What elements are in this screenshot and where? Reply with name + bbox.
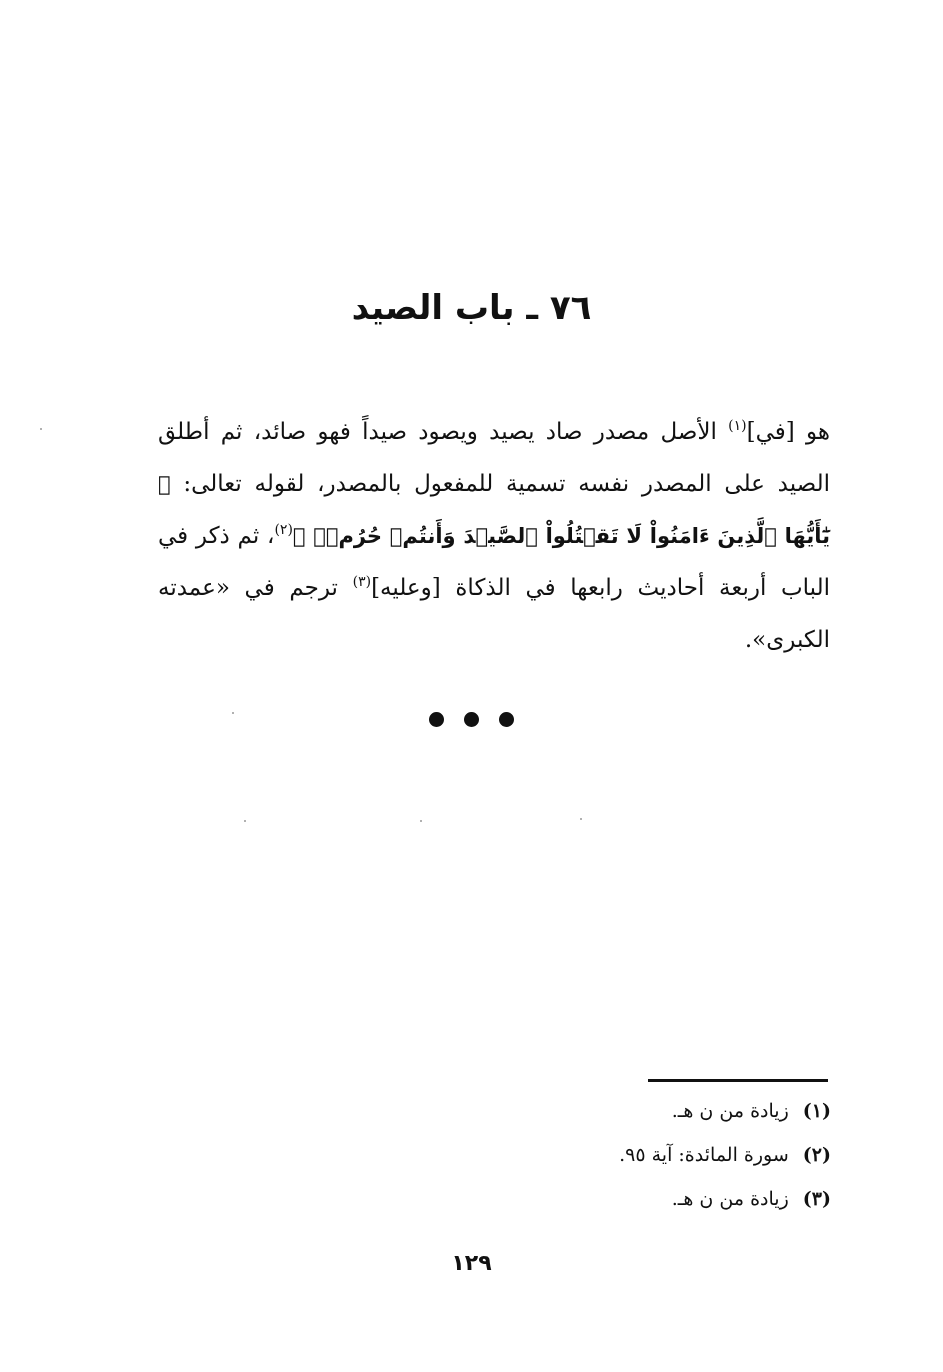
footnote-text: سورة المائدة: آية ٩٥.: [619, 1144, 789, 1166]
scan-speck: [420, 820, 422, 822]
body-text-part-3: ، ثم ذكر في الباب أربعة أحاديث رابعها في الذكاة [وعليه]: [158, 523, 830, 601]
scan-speck: [40, 428, 42, 430]
footnote-ref-1[interactable]: (١): [728, 418, 747, 434]
separator-dot-icon: [499, 712, 514, 727]
separator-dot-icon: [464, 712, 479, 727]
footnote-number: (٣): [802, 1188, 831, 1210]
footnote-item: [431, 1137, 831, 1181]
footnote-text: زيادة من ن هـ.: [671, 1100, 789, 1122]
footnote-text: زيادة من ن هـ.: [671, 1188, 789, 1210]
page-number: ١٢٩: [451, 1251, 492, 1276]
section-separator: [0, 712, 943, 731]
quran-verse: ﴿ يَٰٓأَيُّهَا ٱلَّذِينَ ءَامَنُواْ لَا تَقۡتُلُواْ ٱلصَّيۡدَ وَأَنتُمۡ حُرُمٞۚ ﴾: [158, 472, 830, 548]
footnote-ref-3[interactable]: (٣): [352, 574, 372, 590]
footnote-item: [431, 1093, 831, 1137]
separator-dot-icon: [429, 712, 444, 727]
footnote-item: [431, 1181, 831, 1225]
footnote-divider: [648, 1079, 828, 1082]
body-text-part-4: ترجم في «عمدته الكبرى».: [158, 575, 830, 653]
footnote-ref-2[interactable]: (٢): [274, 522, 293, 538]
scan-speck: [580, 818, 582, 820]
footnote-number: (٢): [802, 1144, 831, 1166]
footnote-number: (١): [802, 1100, 831, 1122]
scan-speck: [232, 712, 234, 714]
body-text-part-2: الأصل مصدر صاد يصيد ويصود صيداً فهو صائد، ثم أطلق الصيد على المصدر نفسه تسمية للمفعول بالمصدر، لقوله تعالى:: [158, 419, 830, 497]
body-text-part-1: هو [في]: [746, 419, 830, 445]
chapter-title: ٧٦ ـ باب الصيد: [351, 288, 592, 328]
scan-speck: [244, 820, 246, 822]
footnotes-list: [431, 1093, 831, 1225]
body-paragraph: [158, 406, 830, 666]
